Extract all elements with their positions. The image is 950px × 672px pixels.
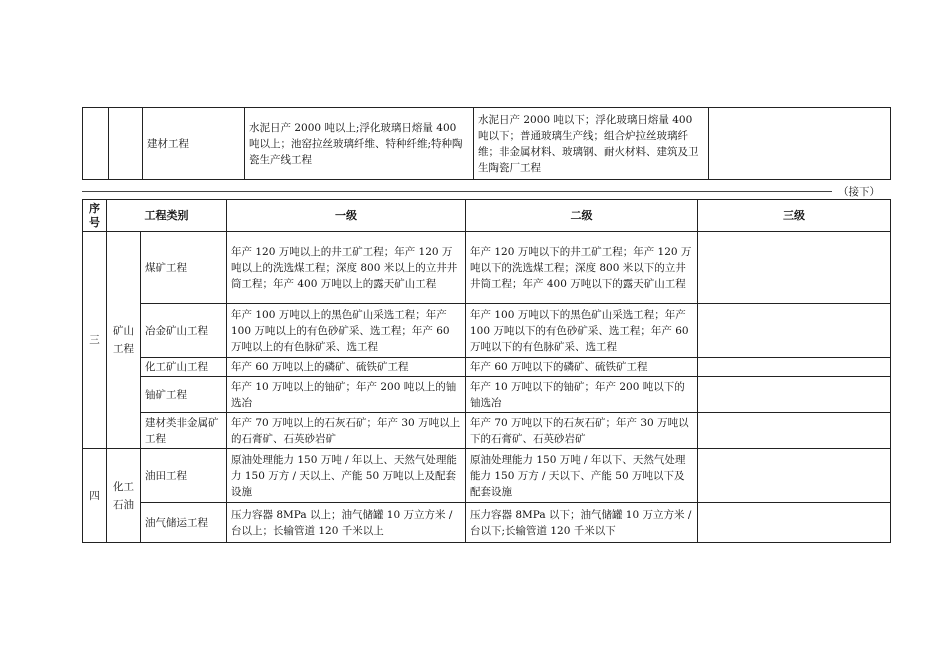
section-seq: 三 xyxy=(83,232,107,449)
level3-cell xyxy=(698,377,891,413)
level1-cell: 原油处理能力 150 万吨 / 年以上、天然气处理能力 150 万方 / 天以上、产能 50 万吨以上及配套设施 xyxy=(227,449,466,503)
table-row xyxy=(83,413,891,449)
level1-cell: 年产 120 万吨以上的井工矿工程；年产 120 万吨以上的洗选煤工程；深度 800 米以上的立井井筒工程；年产 400 万吨以上的露天矿山工程 xyxy=(227,232,466,304)
section-group: 矿山工程 xyxy=(107,232,141,449)
top-table xyxy=(82,107,891,180)
level3-cell xyxy=(698,449,891,503)
table-row xyxy=(83,377,891,413)
level2-cell: 水泥日产 2000 吨以下；浮化玻璃日熔量 400 吨以下；普通玻璃生产线；组合炉拉丝玻璃纤维；非金属材料、玻璃钢、耐火材料、建筑及卫生陶瓷厂工程 xyxy=(474,108,709,180)
level3-cell xyxy=(698,232,891,304)
level2-cell: 年产 70 万吨以下的石灰石矿；年产 30 万吨以下的石膏矿、石英砂岩矿 xyxy=(466,413,698,449)
section-seq: 四 xyxy=(83,449,107,543)
level1-cell: 年产 70 万吨以上的石灰石矿；年产 30 万吨以上的石膏矿、石英砂岩矿 xyxy=(227,413,466,449)
table-row xyxy=(83,503,891,543)
level1-cell: 水泥日产 2000 吨以上;浮化玻璃日熔量 400 吨以上；池窑拉丝玻璃纤维、特种纤维;特种陶瓷生产线工程 xyxy=(245,108,474,180)
header-seq: 序号 xyxy=(83,200,107,232)
divider xyxy=(82,191,832,192)
header-level1: 一级 xyxy=(227,200,466,232)
table-row xyxy=(83,108,891,180)
category-cell: 铀矿工程 xyxy=(141,377,227,413)
table-row xyxy=(83,449,891,503)
level2-cell: 原油处理能力 150 万吨 / 年以下、天然气处理能力 150 万方 / 天以下、产能 50 万吨以下及配套设施 xyxy=(466,449,698,503)
continued-label: （接下） xyxy=(838,186,880,198)
header-row xyxy=(83,200,891,232)
level2-cell: 年产 60 万吨以下的磷矿、硫铁矿工程 xyxy=(466,358,698,377)
table-row xyxy=(83,232,891,304)
level2-cell: 年产 100 万吨以下的黑色矿山采选工程；年产 100 万吨以下的有色砂矿采、选工程；年产 60 万吨以下的有色脉矿采、选工程 xyxy=(466,304,698,358)
level1-cell: 年产 60 万吨以上的磷矿、硫铁矿工程 xyxy=(227,358,466,377)
level1-cell: 压力容器 8MPa 以上；油气储罐 10 万立方米 / 台以上；长输管道 120 千米以上 xyxy=(227,503,466,543)
category-cell: 建材类非金属矿工程 xyxy=(141,413,227,449)
header-level3: 三级 xyxy=(698,200,891,232)
level1-cell: 年产 100 万吨以上的黑色矿山采选工程；年产 100 万吨以上的有色砂矿采、选工程；年产 60 万吨以上的有色脉矿采、选工程 xyxy=(227,304,466,358)
level3-cell xyxy=(709,108,891,180)
category-cell: 油气储运工程 xyxy=(141,503,227,543)
level3-cell xyxy=(698,503,891,543)
level3-cell xyxy=(698,358,891,377)
header-category: 工程类别 xyxy=(107,200,227,232)
category-cell: 冶金矿山工程 xyxy=(141,304,227,358)
section-group: 化工石油 xyxy=(107,449,141,543)
category-cell: 建材工程 xyxy=(143,108,245,180)
table-row xyxy=(83,358,891,377)
level2-cell: 压力容器 8MPa 以下；油气储罐 10 万立方米 / 台以下;长输管道 120 千米以下 xyxy=(466,503,698,543)
seq-cell xyxy=(83,108,109,180)
level3-cell xyxy=(698,304,891,358)
level2-cell: 年产 10 万吨以下的铀矿；年产 200 吨以下的铀选冶 xyxy=(466,377,698,413)
level1-cell: 年产 10 万吨以上的铀矿；年产 200 吨以上的铀选冶 xyxy=(227,377,466,413)
main-table xyxy=(82,199,891,543)
level3-cell xyxy=(698,413,891,449)
table-row xyxy=(83,304,891,358)
level2-cell: 年产 120 万吨以下的井工矿工程；年产 120 万吨以下的洗选煤工程；深度 800 米以下的立井井筒工程；年产 400 万吨以下的露天矿山工程 xyxy=(466,232,698,304)
header-level2: 二级 xyxy=(466,200,698,232)
category-cell: 化工矿山工程 xyxy=(141,358,227,377)
group-cell xyxy=(109,108,143,180)
category-cell: 油田工程 xyxy=(141,449,227,503)
category-cell: 煤矿工程 xyxy=(141,232,227,304)
